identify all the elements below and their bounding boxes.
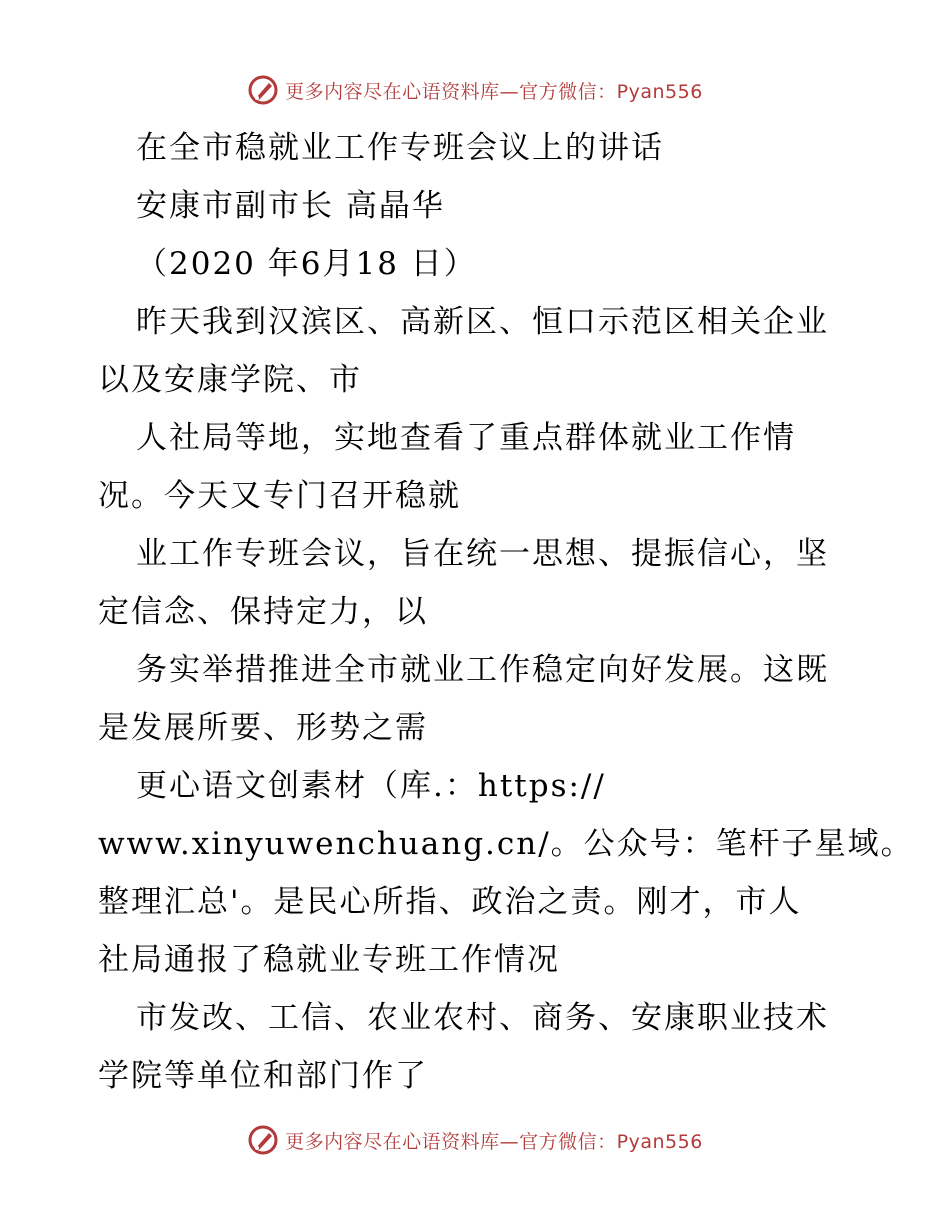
- watermark-banner-bottom: [0, 1122, 950, 1158]
- text-line: 社局通报了稳就业专班工作情况: [98, 942, 560, 978]
- date-line: （2020 年6月18 日）: [136, 246, 477, 282]
- pen-circle-logo-icon: [247, 1124, 279, 1156]
- watermark-text: 更多内容尽在心语资料库—官方微信：Pyan556: [285, 80, 703, 103]
- watermark-banner-top: [0, 72, 950, 108]
- text-line: 以及安康学院、市: [98, 362, 362, 398]
- speaker-line: 安康市副市长 高晶华: [136, 188, 445, 224]
- text-line: 整理汇总'。是民心所指、政治之责。刚才，市人: [98, 884, 802, 920]
- text-line: 更心语文创素材（库.：https://: [136, 768, 606, 804]
- document-title: 在全市稳就业工作专班会议上的讲话: [136, 130, 664, 166]
- text-line: 业工作专班会议，旨在统一思想、提振信心，坚: [136, 536, 829, 572]
- text-line: 人社局等地，实地查看了重点群体就业工作情: [136, 420, 796, 456]
- text-line: 昨天我到汉滨区、高新区、恒口示范区相关企业: [136, 304, 829, 340]
- text-line: 学院等单位和部门作了: [98, 1058, 428, 1094]
- text-line: www.xinyuwenchuang.cn/。公众号：笔杆子星域。: [98, 826, 914, 862]
- text-line: 况。今天又专门召开稳就: [98, 478, 461, 514]
- watermark-text: 更多内容尽在心语资料库—官方微信：Pyan556: [285, 1130, 703, 1153]
- text-line: 务实举措推进全市就业工作稳定向好发展。这既: [136, 652, 829, 688]
- text-line: 市发改、工信、农业农村、商务、安康职业技术: [136, 1000, 829, 1036]
- text-line: 定信念、保持定力，以: [98, 594, 428, 630]
- text-line: 是发展所要、形势之需: [98, 710, 428, 746]
- pen-circle-logo-icon: [247, 74, 279, 106]
